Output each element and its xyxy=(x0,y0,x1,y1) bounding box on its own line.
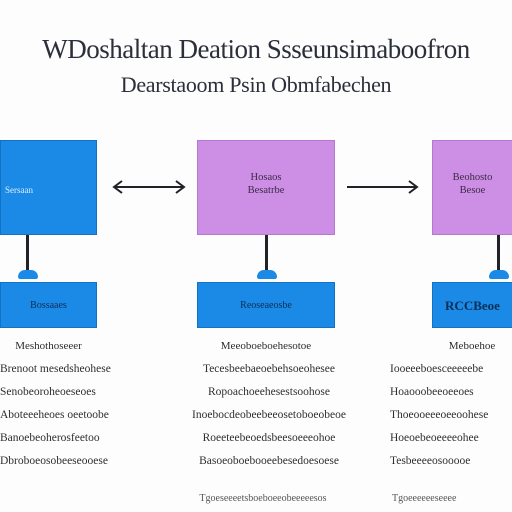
top-box-2 xyxy=(197,140,335,235)
column-1-text xyxy=(0,358,140,473)
bottom-box-3 xyxy=(432,282,512,328)
top-box-3 xyxy=(432,140,512,235)
bottom-box-3-label: RCCBeoe xyxy=(445,298,500,313)
connector-line-3 xyxy=(497,235,500,273)
column-1-line: Brenoot mesedsheohese xyxy=(0,363,111,375)
diagram-subtitle: Dearstaoom Psin Obmfabechen xyxy=(120,72,392,97)
column-2-line: Tecesbeebaeoebehsoeohesee xyxy=(202,363,335,375)
column-1-line: Senobeoroheoeseoes xyxy=(0,386,96,398)
column-3-line: Hoeoebeoeeeeohee xyxy=(390,432,479,444)
column-3-caption: Meboehoe xyxy=(448,340,496,352)
column-2-line: Basoeoboebooeebesedoesoese xyxy=(199,455,339,467)
column-3-line: Thoeooeeeoeeoohese xyxy=(390,409,489,421)
bidirectional-arrow xyxy=(110,179,188,195)
column-3-line: Tesbeeeeosooooe xyxy=(390,455,471,467)
connector-line-1 xyxy=(26,235,29,273)
column-3-text xyxy=(390,358,512,473)
bottom-box-2-label: Reoseaeosbe xyxy=(240,300,292,311)
column-2-text xyxy=(153,358,385,473)
top-box-1-label: Sersaan xyxy=(5,185,33,195)
forward-arrow xyxy=(345,179,421,195)
column-2-line: Ropoachoeehesestsoohose xyxy=(208,386,330,398)
connector-drop-2 xyxy=(257,270,277,279)
column-2-caption: Meeoboeboehesotoe xyxy=(220,340,312,352)
column-1-line: Dbroboeosobeeseooese xyxy=(0,455,108,467)
column-3-line: Iooeeeboesceeeeebe xyxy=(390,363,484,375)
connector-drop-3 xyxy=(489,270,509,279)
top-box-3-label: Beohosto Besoe xyxy=(452,172,493,196)
bottom-box-2 xyxy=(197,282,335,328)
column-3-footnote: Tgoeeeeeeseeee xyxy=(392,493,457,504)
top-box-2-label: Hosaos Besatrbe xyxy=(247,172,285,196)
diagram-title: WDoshaltan Deation Ssseunsimaboofron xyxy=(42,34,470,64)
column-2-line: Roeeteebeoedsbeesoeeeohoe xyxy=(202,432,336,444)
connector-drop-1 xyxy=(18,270,38,279)
top-box-1 xyxy=(0,140,97,235)
column-2-footnote: Tgoeseeeetsboeboeeobeeeeesos xyxy=(199,493,327,504)
column-1-line: Aboteeeheoes oeetoobe xyxy=(0,409,109,421)
column-1-caption: Meshothoseeer xyxy=(15,340,82,352)
connector-line-2 xyxy=(265,235,268,273)
column-3-line: Hoaooobeeoeeoes xyxy=(390,386,474,398)
bottom-box-1 xyxy=(0,282,97,328)
column-1-line: Banoebeoherosfeetoo xyxy=(0,432,100,444)
bottom-box-1-label: Bossaaes xyxy=(30,300,67,311)
column-2-line: Inoebocdeobeebeeosetoboeobeoe xyxy=(192,409,346,421)
